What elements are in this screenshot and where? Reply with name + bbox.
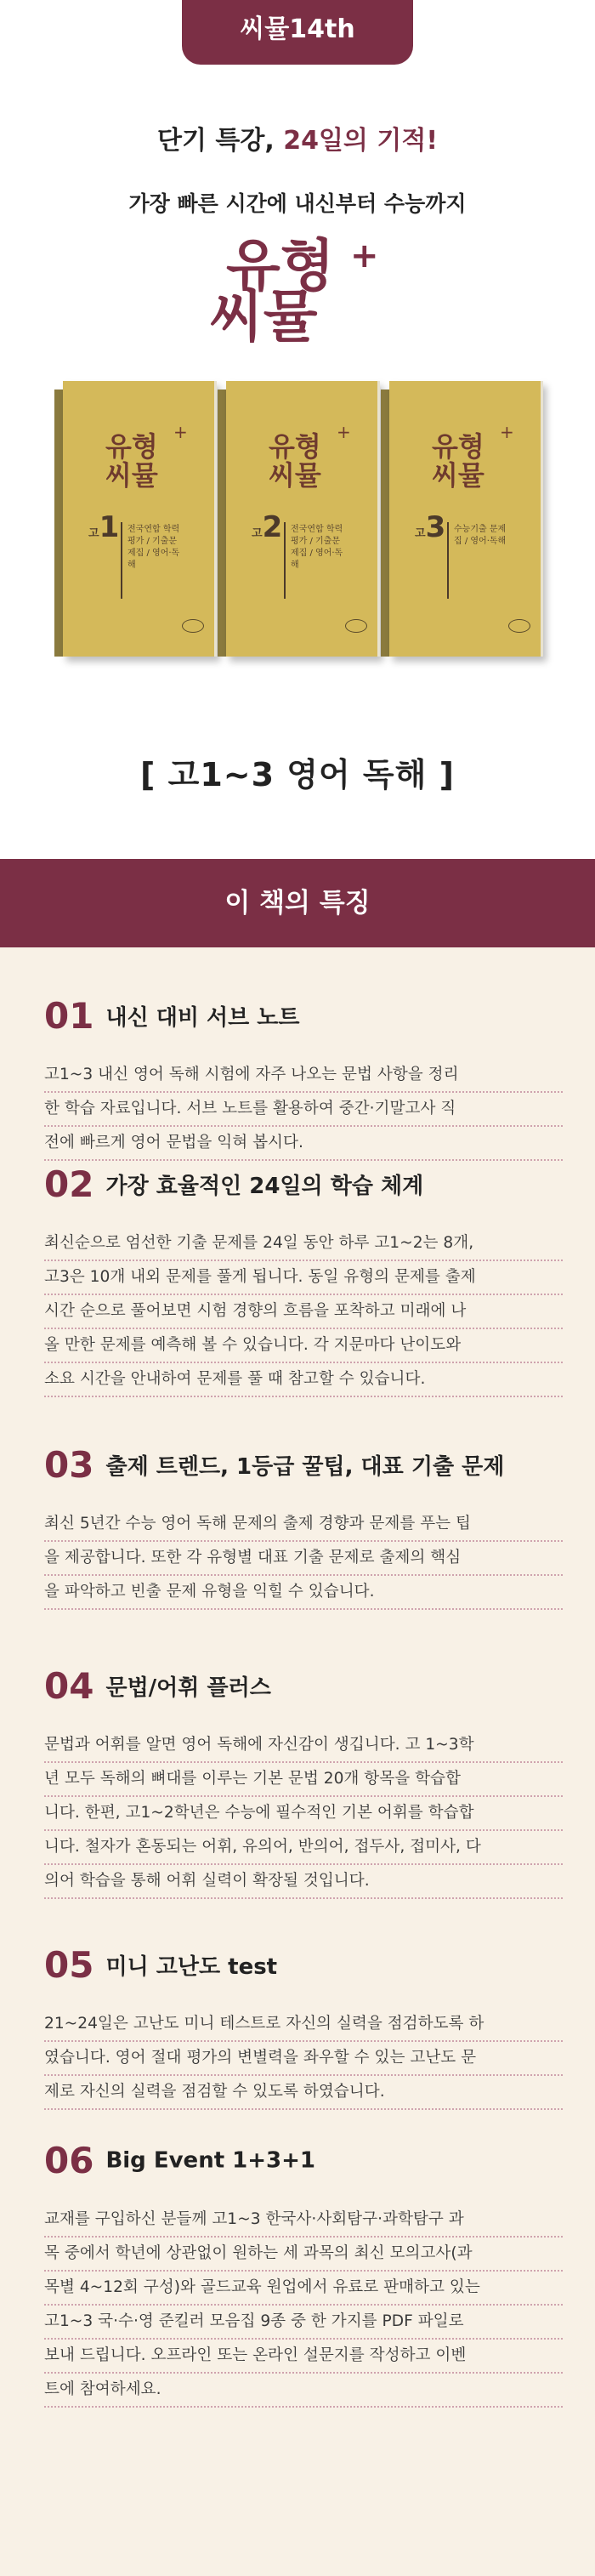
logo-line1: 유형 (226, 233, 335, 299)
book-title-line1: 유형 (432, 430, 484, 463)
feature-body-line: 최신순으로 엄선한 기출 문제를 24일 동안 하루 고1~2는 8개, (44, 1227, 563, 1261)
book-desc: 전국연합 학력평가 / 기출문제집 / 영어·독해 (291, 525, 343, 570)
feature-number: 02 (44, 1163, 94, 1205)
feature-header (44, 995, 563, 1037)
feature-body-line: 의어 학습을 통해 어휘 실력이 확장될 것입니다. (44, 1865, 563, 1899)
feature-number: 03 (44, 1444, 94, 1486)
feature-item (44, 2140, 563, 2408)
feature-body-line: 목별 4~12회 구성)와 골드교육 원업에서 유료로 판매하고 있는 (44, 2272, 563, 2306)
headline-accent: 24일의 기적! (283, 126, 438, 156)
feature-body (44, 1729, 563, 1899)
grade-number: 3 (425, 510, 446, 544)
grade-number: 2 (262, 510, 283, 544)
book-desc: 전국연합 학력평가 / 기출문제집 / 영어·독해 (128, 525, 180, 570)
book-grade (415, 510, 445, 544)
feature-body-line: 문법과 어휘를 알면 영어 독해에 자신감이 생깁니다. 고 1~3학 (44, 1729, 563, 1763)
feature-body-line: 년 모두 독해의 뼈대를 이루는 기본 문법 20개 항목을 학습합 (44, 1763, 563, 1797)
feature-body (44, 1508, 563, 1610)
feature-body-line: 니다. 한편, 고1~2학년은 수능에 필수적인 기본 어휘를 학습합 (44, 1797, 563, 1831)
feature-body-line: 전에 빠르게 영어 문법을 익혀 봅시다. (44, 1127, 563, 1161)
feature-item (44, 1944, 563, 2110)
book-title-line2: 씨뮬 (432, 459, 484, 492)
publisher-logo-icon (508, 619, 530, 633)
book-title-line2: 씨뮬 (269, 459, 321, 492)
feature-body-line: 소요 시간을 안내하여 문제를 풀 때 참고할 수 있습니다. (44, 1363, 563, 1397)
publisher-logo-icon (182, 619, 204, 633)
feature-header (44, 1163, 563, 1205)
feature-header (44, 1944, 563, 1986)
feature-body-line: 을 파악하고 빈출 문제 유형을 익힐 수 있습니다. (44, 1576, 563, 1610)
book-plus: + (173, 422, 188, 442)
book-title (105, 432, 158, 490)
feature-body-line: 목 중에서 학년에 상관없이 원하는 세 과목의 최신 모의고사(과 (44, 2238, 563, 2272)
book-title-line2: 씨뮬 (105, 459, 158, 492)
book-title-line1: 유형 (269, 430, 321, 463)
brand-logo (209, 233, 396, 350)
book-covers (54, 381, 541, 662)
feature-body-line: 고1~3 국·수·영 준킬러 모음집 9종 중 한 가지를 PDF 파일로 (44, 2306, 563, 2340)
divider (284, 522, 286, 599)
headline-text: 단기 특강, (156, 126, 284, 156)
feature-item (44, 995, 563, 1161)
feature-header (44, 1665, 563, 1707)
headline (0, 119, 595, 156)
book-cover (389, 381, 543, 657)
feature-title: 출제 트렌드, 1등급 꿀팁, 대표 기출 문제 (105, 1454, 505, 1480)
book-desc: 수능기출 문제집 / 영어·독해 (454, 525, 507, 546)
feature-body-line: 고3은 10개 내외 문제를 풀게 됩니다. 동일 유형의 문제를 출제 (44, 1261, 563, 1295)
feature-title: 문법/어휘 플러스 (105, 1675, 271, 1701)
book-plus: + (500, 422, 514, 442)
feature-body (44, 1059, 563, 1161)
series-label: [ 고1~3 영어 독해 ] (140, 756, 455, 793)
feature-title: 내신 대비 서브 노트 (105, 1005, 300, 1031)
feature-body-line: 트에 참여하세요. (44, 2374, 563, 2408)
feature-item (44, 1163, 563, 1397)
feature-body (44, 1227, 563, 1397)
feature-number: 06 (44, 2140, 94, 2181)
book-grade (252, 510, 282, 544)
divider (121, 522, 122, 599)
feature-body-line: 한 학습 자료입니다. 서브 노트를 활용하여 중간·기말고사 직 (44, 1093, 563, 1127)
book-title (432, 432, 484, 490)
feature-header (44, 1444, 563, 1486)
series-tab: 씨뮬14th (182, 0, 413, 65)
feature-body-line: 였습니다. 영어 절대 평가의 변별력을 좌우할 수 있는 고난도 문 (44, 2042, 563, 2076)
feature-body-line: 교재를 구입하신 분들께 고1~3 한국사·사회탐구·과학탐구 과 (44, 2204, 563, 2238)
feature-item (44, 1444, 563, 1610)
book-cover-grade1 (54, 381, 214, 662)
feature-number: 04 (44, 1665, 94, 1707)
feature-body-line: 시간 순으로 풀어보면 시험 경향의 흐름을 포착하고 미래에 나 (44, 1295, 563, 1329)
subheadline: 가장 빠른 시간에 내신부터 수능까지 (128, 191, 467, 216)
book-cover (63, 381, 217, 657)
feature-body-line: 보내 드립니다. 오프라인 또는 온라인 설문지를 작성하고 이벤 (44, 2340, 563, 2374)
book-title-line1: 유형 (105, 430, 158, 463)
grade-number: 1 (99, 510, 120, 544)
book-cover-grade3 (381, 381, 541, 662)
book-title (269, 432, 321, 490)
book-grade (88, 510, 119, 544)
feature-body (44, 2204, 563, 2408)
feature-body-line: 을 제공합니다. 또한 각 유형별 대표 기출 문제로 출제의 핵심 (44, 1542, 563, 1576)
features-heading: 이 책의 특징 (0, 859, 595, 947)
divider (447, 522, 449, 599)
hero-section (0, 0, 595, 859)
logo-plus: + (350, 236, 379, 276)
feature-title: 미니 고난도 test (105, 1954, 278, 1980)
feature-body-line: 고1~3 내신 영어 독해 시험에 자주 나오는 문법 사항을 정리 (44, 1059, 563, 1093)
logo-line2: 씨뮬 (209, 284, 318, 350)
grade-prefix: 고 (88, 527, 99, 540)
grade-prefix: 고 (252, 527, 263, 540)
feature-title: Big Event 1+3+1 (105, 2147, 316, 2174)
publisher-logo-icon (345, 619, 367, 633)
feature-body-line: 21~24일은 고난도 미니 테스트로 자신의 실력을 점검하도록 하 (44, 2008, 563, 2042)
book-cover-grade2 (218, 381, 377, 662)
feature-body-line: 올 만한 문제를 예측해 볼 수 있습니다. 각 지문마다 난이도와 (44, 1329, 563, 1363)
book-plus: + (337, 422, 351, 442)
feature-header (44, 2140, 563, 2181)
feature-body-line: 니다. 철자가 혼동되는 어휘, 유의어, 반의어, 접두사, 접미사, 다 (44, 1831, 563, 1865)
book-cover (226, 381, 380, 657)
grade-prefix: 고 (415, 527, 426, 540)
feature-number: 05 (44, 1944, 94, 1986)
feature-body-line: 제로 자신의 실력을 점검할 수 있도록 하였습니다. (44, 2076, 563, 2110)
feature-item (44, 1665, 563, 1899)
feature-body (44, 2008, 563, 2110)
feature-body-line: 최신 5년간 수능 영어 독해 문제의 출제 경향과 문제를 푸는 팁 (44, 1508, 563, 1542)
feature-title: 가장 효율적인 24일의 학습 체계 (105, 1174, 424, 1199)
feature-number: 01 (44, 995, 94, 1037)
